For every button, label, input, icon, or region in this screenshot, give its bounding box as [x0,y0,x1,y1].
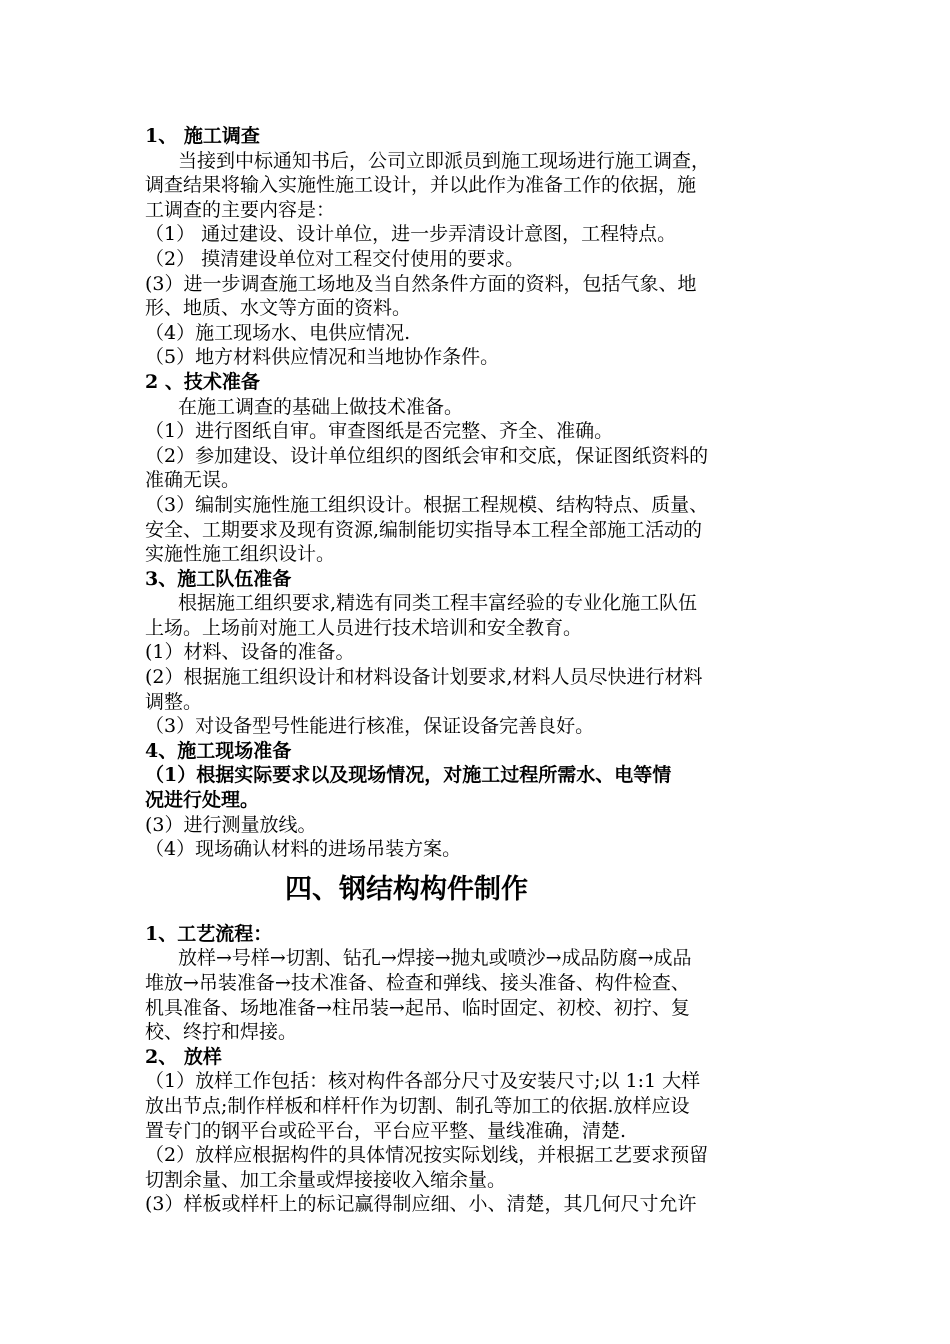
list-item: （2）参加建设、设计单位组织的图纸会审和交底，保证图纸资料的 [145,444,709,467]
list-item: （1）放样工作包括：核对构件各部分尺寸及安装尺寸;以 1:1 大样 [145,1070,701,1093]
list-item: 调整。 [145,690,203,713]
list-item: (2）根据施工组织设计和材料设备计划要求,材料人员尽快进行材料 [145,666,703,689]
list-item-bold: 况进行处理。 [145,789,260,812]
document-page [145,124,811,1217]
heading-process-flow: 1、工艺流程： [145,922,273,945]
list-item: 放出节点;制作样板和样杆作为切割、制孔等加工的依据.放样应设 [145,1094,690,1117]
list-item: （5）地方材料供应情况和当地协作条件。 [145,346,500,369]
list-item: （3）对设备型号性能进行核准，保证设备完善良好。 [145,715,595,738]
list-item: （1） 通过建设、设计单位，进一步弄清设计意图，工程特点。 [145,223,677,246]
paragraph-line: 堆放→吊装准备→技术准备、检查和弹线、接头准备、构件检查、 [145,972,690,994]
paragraph-line: 调查结果将输入实施性施工设计，并以此作为准备工作的依据，施 [145,174,697,197]
list-item: 准确无误。 [145,469,241,492]
list-item: （3）编制实施性施工组织设计。根据工程规模、结构特点、质量、 [145,493,709,516]
paragraph-line: 上场。上场前对施工人员进行技术培训和安全教育。 [145,616,583,639]
list-item: （1）进行图纸自审。审查图纸是否完整、齐全、准确。 [145,420,614,443]
paragraph-line: 校、终拧和焊接。 [145,1021,298,1044]
list-item: (3）进行测量放线。 [145,813,317,836]
heading-site-preparation: 4、施工现场准备 [145,739,292,762]
list-item: 安全、工期要求及现有资源,编制能切实指导本工程全部施工活动的 [145,518,703,541]
list-item: （4）施工现场水、电供应情况. [145,321,411,344]
heading-layout: 2、 放样 [145,1045,222,1068]
list-item: （2） 摸清建设单位对工程交付使用的要求。 [145,247,525,270]
list-item-bold: （1）根据实际要求以及现场情况，对施工过程所需水、电等情 [145,764,672,787]
list-item: 实施性施工组织设计。 [145,543,336,566]
section-title-steel-fabrication: 四、钢结构构件制作 [285,873,528,905]
paragraph-line: 工调查的主要内容是： [145,198,336,221]
list-item: 形、地质、水文等方面的资料。 [145,297,412,320]
heading-team-preparation: 3、施工队伍准备 [145,567,292,590]
paragraph-line: 机具准备、场地准备→柱吊装→起吊、临时固定、初校、初拧、复 [145,996,690,1019]
list-item: 置专门的钢平台或砼平台，平台应平整、量线准确，清楚. [145,1119,627,1142]
list-item: (1）材料、设备的准备。 [145,641,355,664]
list-item: 切割余量、加工余量或焊接接收入缩余量。 [145,1168,507,1191]
paragraph-line: 根据施工组织要求,精选有同类工程丰富经验的专业化施工队伍 [178,592,698,615]
list-item: (3）样板或样杆上的标记赢得制应细、小、清楚，其几何尺寸允许 [145,1193,697,1216]
paragraph-line: 放样→号样→切割、钻孔→焊接→抛丸或喷沙→成品防腐→成品 [178,947,692,970]
list-item: (3）进一步调查施工场地及当自然条件方面的资料，包括气象、地 [145,272,697,295]
paragraph-line: 当接到中标通知书后，公司立即派员到施工现场进行施工调查， [178,149,711,172]
list-item: （2）放样应根据构件的具体情况按实际划线，并根据工艺要求预留 [145,1144,709,1167]
list-item: （4）现场确认材料的进场吊装方案。 [145,838,462,861]
heading-construction-survey: 1、 施工调查 [145,125,260,147]
paragraph-line: 在施工调查的基础上做技术准备。 [178,395,464,418]
heading-technical-preparation: 2 、技术准备 [145,370,260,393]
